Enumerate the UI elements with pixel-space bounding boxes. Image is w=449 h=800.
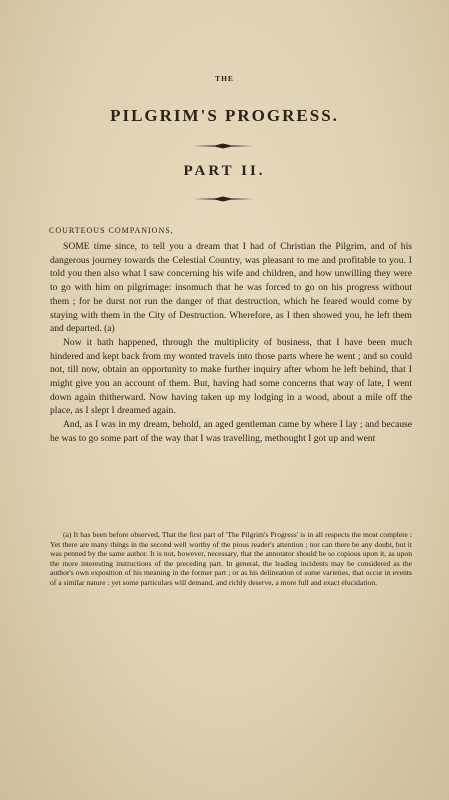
salutation: COURTEOUS COMPANIONS, [49, 226, 174, 235]
page-title: PILGRIM'S PROGRESS. [110, 106, 339, 125]
body-text [50, 240, 412, 446]
paragraph: Now it hath happened, through the multiplicity of business, that I have been much hindered and kept back from my wonted travels into those parts where he went ; and so could not, till now, obtain an opportunity to make further inquiry after whom he left behind, that I might give you an account of them. But, having had some concerns that way of late, I went down again thitherward. Now having taken up my lodging in a wood, about a mile off the place, as I slept I dreamed again. [50, 336, 412, 417]
footnote-text: (a) It has been before observed, That the first part of 'The Pilgrim's Progress' is in all respects the most complete : Yet there are many things in the second well worthy of the pious reader's attention ; nor can there be any doubt, but it was penned by the same author. It is not, however, necessary, that the annotator should be so copious upon it, as upon the more interesting instructions of the preceding part. In general, the leading incidents may be considered as the author's own exposition of his meaning in the former part ; or as his delineation of some varieties, that occur in events of a similar nature : yet some particulars will demand, and richly deserve, a more full and exact elucidation. [50, 530, 412, 587]
part-heading: PART II. [183, 163, 266, 179]
ornamental-rule-bottom [193, 196, 253, 202]
paragraph: And, as I was in my dream, behold, an aged gentleman came by where I lay ; and because he was to go some part of the way that I was travelling, methought I got up and went [50, 419, 412, 444]
ornamental-rule-top [193, 143, 253, 149]
paragraph: SOME time since, to tell you a dream that I had of Christian the Pilgrim, and of his dangerous journey towards the Celestial Country, was pleasant to me and profitable to you. I told you then also what I saw concerning his wife and children, and how unwilling they were to go with him on pilgrimage: insomuch that he was forced to go on his progress without them ; for he durst not run the danger of that destruction, which he feared would come by staying with them in the City of Destruction. Wherefore, as I then showed you, he left them and departed. (a) [50, 241, 412, 335]
footnote [50, 530, 412, 588]
header-the: THE [215, 74, 234, 83]
